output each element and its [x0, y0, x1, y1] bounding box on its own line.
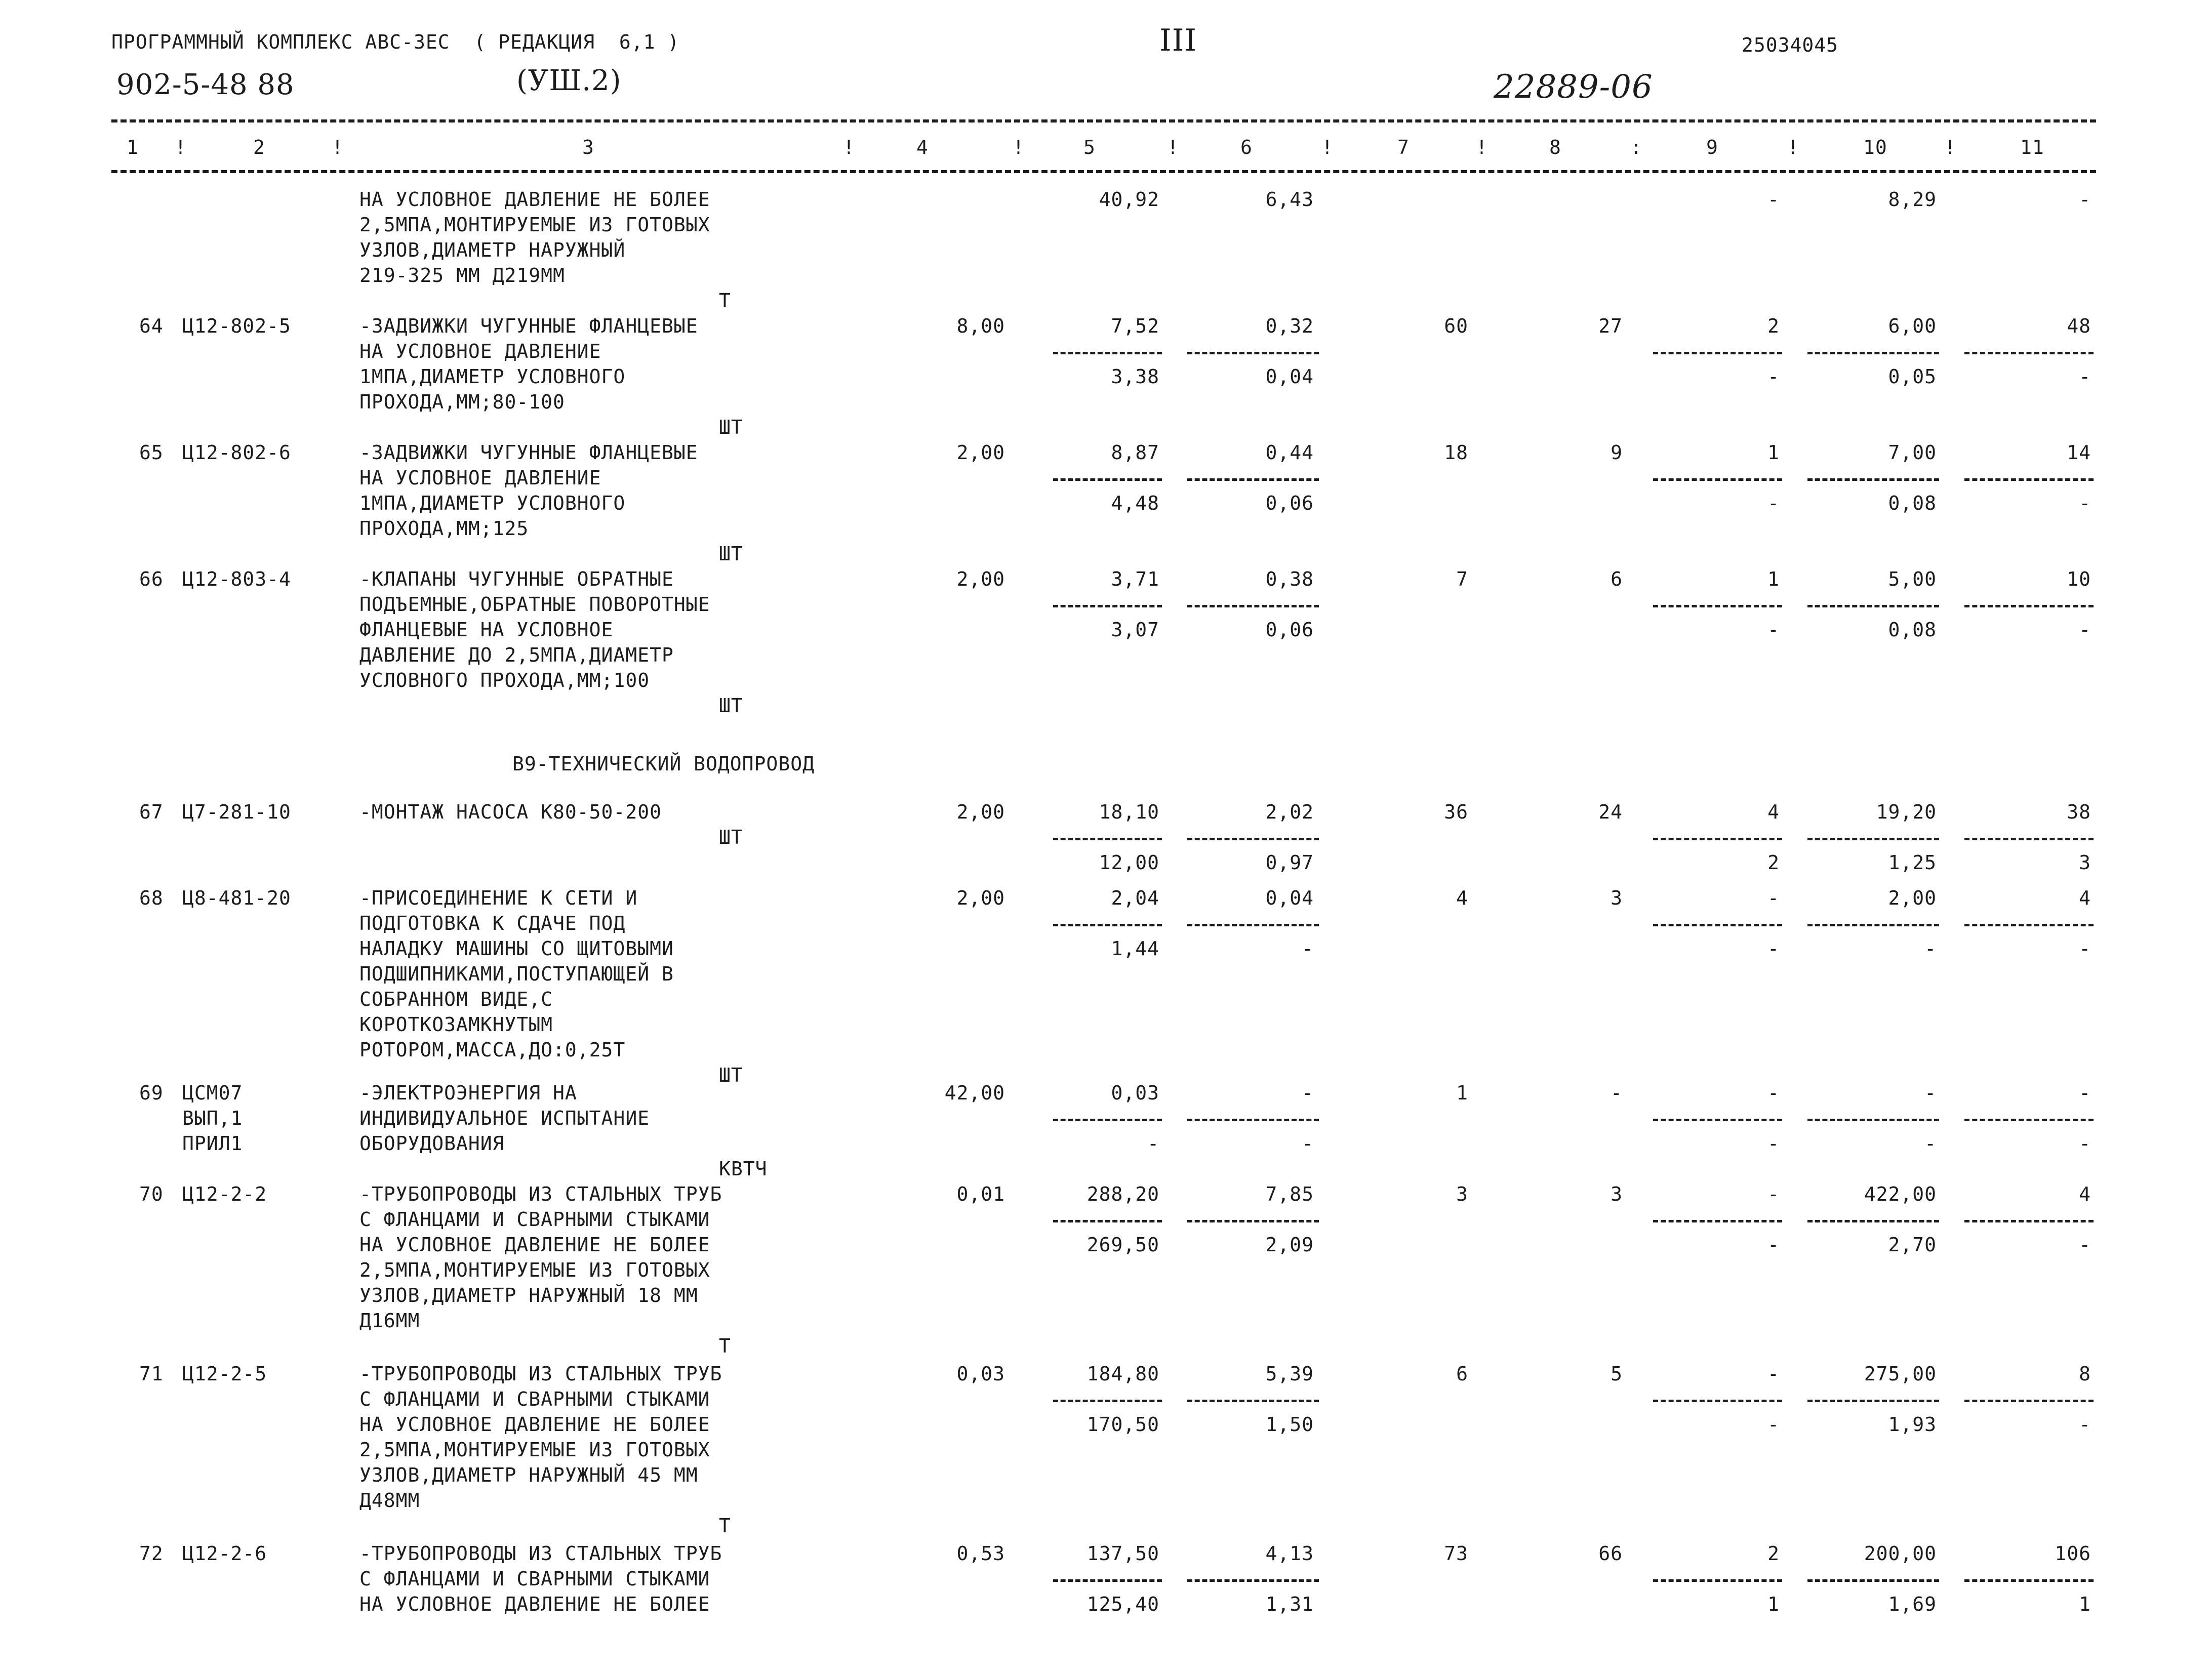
- value-divider: [1807, 1220, 1939, 1222]
- sheet-code: 22889-06: [1494, 68, 1653, 106]
- value-c10b: -: [1924, 937, 1937, 960]
- value-c4: 8,00: [956, 315, 1005, 337]
- value-c10: 8,29: [1888, 188, 1937, 211]
- value-c9b: -: [1767, 365, 1780, 388]
- row-number: 68: [139, 887, 164, 909]
- value-c10: 7,00: [1888, 441, 1937, 464]
- value-c10: 2,00: [1888, 887, 1937, 909]
- row-number: 66: [139, 568, 164, 590]
- work-description-line: -КЛАПАНЫ ЧУГУННЫЕ ОБРАТНЫЕ: [359, 568, 674, 590]
- work-description-line: ПОДГОТОВКА К СДАЧЕ ПОД: [359, 912, 626, 934]
- work-description-line: НА УСЛОВНОЕ ДАВЛЕНИЕ: [359, 467, 601, 489]
- value-c10b: 0,08: [1888, 619, 1937, 641]
- row-number: 70: [139, 1183, 164, 1205]
- column-number-4: 4: [916, 136, 929, 158]
- value-c4: 2,00: [956, 568, 1005, 590]
- work-description-line: 2,5МПА,МОНТИРУЕМЫЕ ИЗ ГОТОВЫХ: [359, 1439, 710, 1461]
- value-c11b: -: [2079, 1413, 2091, 1436]
- unit-of-measure: ШТ: [719, 416, 743, 438]
- work-description-line: Д16ММ: [359, 1310, 420, 1332]
- norm-code-line: ПРИЛ1: [182, 1132, 243, 1155]
- column-number-6: 6: [1240, 136, 1253, 158]
- column-number-1: 1: [127, 136, 139, 158]
- value-c11b: -: [2079, 937, 2091, 960]
- value-c6: -: [1302, 1082, 1314, 1104]
- value-divider: [1807, 478, 1939, 481]
- value-c6b: 1,31: [1265, 1593, 1314, 1615]
- value-c11: -: [2079, 1082, 2091, 1104]
- value-divider: [1807, 924, 1939, 926]
- value-c5b: 3,07: [1111, 619, 1159, 641]
- column-number-3: 3: [582, 136, 594, 158]
- value-c7: 4: [1456, 887, 1468, 909]
- page-roman-number: III: [1159, 23, 1197, 58]
- value-c7: 73: [1444, 1542, 1468, 1565]
- value-c10: -: [1924, 1082, 1937, 1104]
- value-c11: 14: [2067, 441, 2091, 464]
- value-c6: 2,02: [1265, 801, 1314, 823]
- value-c9: -: [1767, 887, 1780, 909]
- work-description-line: УЗЛОВ,ДИАМЕТР НАРУЖНЫЙ: [359, 239, 626, 261]
- column-number-11: 11: [2020, 136, 2044, 158]
- work-description-line: НА УСЛОВНОЕ ДАВЛЕНИЕ НЕ БОЛЕЕ: [359, 1234, 710, 1256]
- work-description-line: ПОДЪЕМНЫЕ,ОБРАТНЫЕ ПОВОРОТНЫЕ: [359, 593, 710, 616]
- header-top-rule: [111, 119, 2096, 123]
- value-c7: 6: [1456, 1363, 1468, 1385]
- value-divider: [1807, 605, 1939, 607]
- value-c10: 422,00: [1864, 1183, 1937, 1205]
- work-description-line: Д48ММ: [359, 1489, 420, 1512]
- value-c6b: -: [1302, 1132, 1314, 1155]
- value-c10b: 0,05: [1888, 365, 1937, 388]
- column-separator: !: [1787, 136, 1799, 158]
- value-divider: [1964, 605, 2094, 607]
- value-c11: 10: [2067, 568, 2091, 590]
- value-divider: [1653, 924, 1782, 926]
- value-divider: [1053, 1400, 1162, 1402]
- value-c7: 3: [1456, 1183, 1468, 1205]
- value-c10: 6,00: [1888, 315, 1937, 337]
- norm-code: Ц12-802-5: [182, 315, 291, 337]
- value-c6: 4,13: [1265, 1542, 1314, 1565]
- value-divider: [1653, 605, 1782, 607]
- value-c9: -: [1767, 1082, 1780, 1104]
- value-divider: [1187, 1579, 1319, 1582]
- work-description-line: ПОДШИПНИКАМИ,ПОСТУПАЮЩЕЙ В: [359, 963, 674, 985]
- value-c7: 1: [1456, 1082, 1468, 1104]
- unit-of-measure: ШТ: [719, 543, 743, 565]
- value-c7: 60: [1444, 315, 1468, 337]
- column-separator: !: [175, 136, 187, 158]
- value-divider: [1807, 1579, 1939, 1582]
- value-c9: 1: [1767, 441, 1780, 464]
- value-c9: -: [1767, 1183, 1780, 1205]
- column-separator: !: [1013, 136, 1025, 158]
- value-c6: 5,39: [1265, 1363, 1314, 1385]
- value-c6b: 0,06: [1265, 492, 1314, 514]
- column-number-5: 5: [1083, 136, 1096, 158]
- work-description-line: С ФЛАНЦАМИ И СВАРНЫМИ СТЫКАМИ: [359, 1568, 710, 1590]
- value-c10b: -: [1924, 1132, 1937, 1155]
- value-c5: 288,20: [1087, 1183, 1159, 1205]
- value-c8: 66: [1598, 1542, 1623, 1565]
- value-c9b: 2: [1767, 851, 1780, 874]
- work-description-line: С ФЛАНЦАМИ И СВАРНЫМИ СТЫКАМИ: [359, 1208, 710, 1231]
- value-c9: 4: [1767, 801, 1780, 823]
- value-divider: [1187, 924, 1319, 926]
- column-separator: !: [1476, 136, 1488, 158]
- value-c10: 5,00: [1888, 568, 1937, 590]
- value-c8: -: [1611, 1082, 1623, 1104]
- unit-of-measure: ШТ: [719, 826, 743, 848]
- work-description-line: СОБРАННОМ ВИДЕ,С: [359, 988, 553, 1010]
- row-number: 65: [139, 441, 164, 464]
- value-divider: [1653, 1220, 1782, 1222]
- value-c8: 5: [1611, 1363, 1623, 1385]
- norm-code-line: ВЫП,1: [182, 1107, 243, 1129]
- value-c9b: -: [1767, 1132, 1780, 1155]
- value-c10b: 1,25: [1888, 851, 1937, 874]
- work-description-line: УСЛОВНОГО ПРОХОДА,ММ;100: [359, 669, 650, 691]
- work-description-line: НА УСЛОВНОЕ ДАВЛЕНИЕ НЕ БОЛЕЕ: [359, 1593, 710, 1615]
- value-c5b: 170,50: [1087, 1413, 1159, 1436]
- value-c11b: -: [2079, 1234, 2091, 1256]
- column-number-8: 8: [1549, 136, 1561, 158]
- column-separator: !: [1944, 136, 1956, 158]
- value-divider: [1187, 838, 1319, 840]
- value-divider: [1653, 352, 1782, 354]
- norm-code: Ц8-481-20: [182, 887, 291, 909]
- work-description-line: 1МПА,ДИАМЕТР УСЛОВНОГО: [359, 365, 626, 388]
- value-c4: 0,53: [956, 1542, 1005, 1565]
- column-number-10: 10: [1863, 136, 1887, 158]
- work-description-line: С ФЛАНЦАМИ И СВАРНЫМИ СТЫКАМИ: [359, 1388, 710, 1410]
- value-divider: [1187, 1400, 1319, 1402]
- value-c5b: 1,44: [1111, 937, 1159, 960]
- value-divider: [1964, 924, 2094, 926]
- row-number: 72: [139, 1542, 164, 1565]
- value-c9b: -: [1767, 937, 1780, 960]
- value-c4: 42,00: [944, 1082, 1005, 1104]
- value-divider: [1053, 1220, 1162, 1222]
- value-c11b: 1: [2079, 1593, 2091, 1615]
- value-c6: 0,38: [1265, 568, 1314, 590]
- value-c5b: 125,40: [1087, 1593, 1159, 1615]
- value-c8: 9: [1611, 441, 1623, 464]
- value-c9b: -: [1767, 619, 1780, 641]
- work-description-line: УЗЛОВ,ДИАМЕТР НАРУЖНЫЙ 45 ММ: [359, 1464, 698, 1486]
- value-c5: 184,80: [1087, 1363, 1159, 1385]
- section-title: В9-ТЕХНИЧЕСКИЙ ВОДОПРОВОД: [512, 753, 815, 775]
- work-description-line: 1МПА,ДИАМЕТР УСЛОВНОГО: [359, 492, 626, 514]
- value-c9b: -: [1767, 1413, 1780, 1436]
- row-number: 67: [139, 801, 164, 823]
- value-divider: [1053, 1119, 1162, 1121]
- unit-of-measure: Т: [719, 1335, 731, 1357]
- value-divider: [1053, 924, 1162, 926]
- value-divider: [1964, 352, 2094, 354]
- value-c6b: 0,97: [1265, 851, 1314, 874]
- value-divider: [1053, 352, 1162, 354]
- value-c5: 2,04: [1111, 887, 1159, 909]
- value-c11b: 3: [2079, 851, 2091, 874]
- value-c10: 19,20: [1876, 801, 1937, 823]
- value-c9b: -: [1767, 492, 1780, 514]
- value-divider: [1807, 1119, 1939, 1121]
- value-c5: 18,10: [1099, 801, 1159, 823]
- column-separator: !: [332, 136, 344, 158]
- value-c5b: -: [1147, 1132, 1159, 1155]
- norm-code: Ц7-281-10: [182, 801, 291, 823]
- value-divider: [1053, 605, 1162, 607]
- work-description-line: ПРОХОДА,ММ;80-100: [359, 391, 565, 413]
- value-divider: [1964, 838, 2094, 840]
- value-divider: [1653, 478, 1782, 481]
- unit-of-measure: Т: [719, 1515, 731, 1537]
- row-number: 69: [139, 1082, 164, 1104]
- value-c11: 4: [2079, 887, 2091, 909]
- value-c4: 2,00: [956, 887, 1005, 909]
- work-description-line: НА УСЛОВНОЕ ДАВЛЕНИЕ: [359, 340, 601, 362]
- norm-code: Ц12-802-6: [182, 441, 291, 464]
- project-number: 902-5-48 88: [116, 68, 295, 101]
- value-c10b: 1,93: [1888, 1413, 1937, 1436]
- value-divider: [1653, 1119, 1782, 1121]
- value-divider: [1653, 1579, 1782, 1582]
- unit-of-measure: ШТ: [719, 1064, 743, 1086]
- column-number-7: 7: [1397, 136, 1410, 158]
- column-number-2: 2: [253, 136, 265, 158]
- work-description-line: НА УСЛОВНОЕ ДАВЛЕНИЕ НЕ БОЛЕЕ: [359, 1413, 710, 1436]
- work-description-line: НА УСЛОВНОЕ ДАВЛЕНИЕ НЕ БОЛЕЕ: [359, 188, 710, 211]
- value-c9: -: [1767, 188, 1780, 211]
- value-c5: 40,92: [1099, 188, 1159, 211]
- value-c6b: -: [1302, 937, 1314, 960]
- value-divider: [1187, 1220, 1319, 1222]
- value-c11: 48: [2067, 315, 2091, 337]
- value-c9: 2: [1767, 315, 1780, 337]
- value-divider: [1053, 478, 1162, 481]
- document-code: 25034045: [1742, 34, 1839, 56]
- value-c5b: 3,38: [1111, 365, 1159, 388]
- value-c11: 4: [2079, 1183, 2091, 1205]
- work-description-line: -ЗАДВИЖКИ ЧУГУННЫЕ ФЛАНЦЕВЫЕ: [359, 441, 698, 464]
- work-description-line: УЗЛОВ,ДИАМЕТР НАРУЖНЫЙ 18 ММ: [359, 1284, 698, 1306]
- work-description-line: -ЭЛЕКТРОЭНЕРГИЯ НА: [359, 1082, 577, 1104]
- value-c9b: -: [1767, 1234, 1780, 1256]
- value-c7: 18: [1444, 441, 1468, 464]
- value-divider: [1964, 1119, 2094, 1121]
- value-divider: [1807, 1400, 1939, 1402]
- row-number: 64: [139, 315, 164, 337]
- norm-code: ЦСМ07: [182, 1082, 243, 1104]
- value-c6: 7,85: [1265, 1183, 1314, 1205]
- norm-code: Ц12-803-4: [182, 568, 291, 590]
- value-c9: -: [1767, 1363, 1780, 1385]
- value-c9b: 1: [1767, 1593, 1780, 1615]
- work-description-line: 219-325 ММ Д219ММ: [359, 264, 565, 287]
- work-description-line: НАЛАДКУ МАШИНЫ СО ЩИТОВЫМИ: [359, 937, 674, 960]
- program-title: ПРОГРАММНЫЙ КОМПЛЕКС АВС-ЗЕС ( РЕДАКЦИЯ 6,1 ): [111, 31, 680, 53]
- unit-of-measure: Т: [719, 290, 731, 312]
- value-c10: 200,00: [1864, 1542, 1937, 1565]
- column-separator: !: [1167, 136, 1179, 158]
- value-c6: 6,43: [1265, 188, 1314, 211]
- value-c6b: 0,06: [1265, 619, 1314, 641]
- work-description-line: ДАВЛЕНИЕ ДО 2,5МПА,ДИАМЕТР: [359, 644, 674, 666]
- value-c10b: 2,70: [1888, 1234, 1937, 1256]
- value-c5: 8,87: [1111, 441, 1159, 464]
- work-description-line: ИНДИВИДУАЛЬНОЕ ИСПЫТАНИЕ: [359, 1107, 650, 1129]
- value-c4: 2,00: [956, 441, 1005, 464]
- work-description-line: -ЗАДВИЖКИ ЧУГУННЫЕ ФЛАНЦЕВЫЕ: [359, 315, 698, 337]
- column-number-9: 9: [1706, 136, 1718, 158]
- value-divider: [1653, 838, 1782, 840]
- value-c8: 3: [1611, 887, 1623, 909]
- value-c9: 1: [1767, 568, 1780, 590]
- row-number: 71: [139, 1363, 164, 1385]
- value-c4: 2,00: [956, 801, 1005, 823]
- work-description-line: -ТРУБОПРОВОДЫ ИЗ СТАЛЬНЫХ ТРУБ: [359, 1542, 722, 1565]
- value-c8: 24: [1598, 801, 1623, 823]
- header-bottom-rule: [111, 170, 2096, 173]
- value-divider: [1807, 352, 1939, 354]
- value-c8: 6: [1611, 568, 1623, 590]
- value-divider: [1053, 838, 1162, 840]
- work-description-line: -ТРУБОПРОВОДЫ ИЗ СТАЛЬНЫХ ТРУБ: [359, 1183, 722, 1205]
- value-c7: 7: [1456, 568, 1468, 590]
- unit-of-measure: ШТ: [719, 695, 743, 717]
- value-c6b: 2,09: [1265, 1234, 1314, 1256]
- work-description-line: КОРОТКОЗАМКНУТЫМ: [359, 1013, 553, 1036]
- value-c11: 8: [2079, 1363, 2091, 1385]
- value-c7: 36: [1444, 801, 1468, 823]
- value-c8: 3: [1611, 1183, 1623, 1205]
- value-c5: 0,03: [1111, 1082, 1159, 1104]
- value-c5b: 12,00: [1099, 851, 1159, 874]
- norm-code: Ц12-2-2: [182, 1183, 267, 1205]
- value-c10: 275,00: [1864, 1363, 1937, 1385]
- value-c6b: 1,50: [1265, 1413, 1314, 1436]
- value-divider: [1187, 352, 1319, 354]
- value-c6: 0,32: [1265, 315, 1314, 337]
- volume-label: (УШ.2): [516, 64, 622, 97]
- value-divider: [1964, 478, 2094, 481]
- value-divider: [1964, 1579, 2094, 1582]
- value-c11: 106: [2055, 1542, 2091, 1565]
- value-divider: [1187, 478, 1319, 481]
- value-c11: 38: [2067, 801, 2091, 823]
- value-c11b: -: [2079, 1132, 2091, 1155]
- value-c10b: 1,69: [1888, 1593, 1937, 1615]
- work-description-line: ПРОХОДА,ММ;125: [359, 517, 529, 540]
- value-divider: [1964, 1400, 2094, 1402]
- value-c5: 137,50: [1087, 1542, 1159, 1565]
- value-c4: 0,03: [956, 1363, 1005, 1385]
- unit-of-measure: КВТЧ: [719, 1158, 768, 1180]
- value-c11b: -: [2079, 619, 2091, 641]
- value-c9: 2: [1767, 1542, 1780, 1565]
- work-description-line: ОБОРУДОВАНИЯ: [359, 1132, 505, 1155]
- value-c6: 0,04: [1265, 887, 1314, 909]
- work-description-line: ФЛАНЦЕВЫЕ НА УСЛОВНОЕ: [359, 619, 614, 641]
- value-c5b: 269,50: [1087, 1234, 1159, 1256]
- value-c8: 27: [1598, 315, 1623, 337]
- work-description-line: 2,5МПА,МОНТИРУЕМЫЕ ИЗ ГОТОВЫХ: [359, 1259, 710, 1281]
- value-c6: 0,44: [1265, 441, 1314, 464]
- work-description-line: -ТРУБОПРОВОДЫ ИЗ СТАЛЬНЫХ ТРУБ: [359, 1363, 722, 1385]
- work-description-line: -МОНТАЖ НАСОСА К80-50-200: [359, 801, 662, 823]
- column-separator: !: [843, 136, 855, 158]
- column-separator: !: [1321, 136, 1334, 158]
- norm-code: Ц12-2-6: [182, 1542, 267, 1565]
- value-c11b: -: [2079, 365, 2091, 388]
- value-c5: 7,52: [1111, 315, 1159, 337]
- value-c11: -: [2079, 188, 2091, 211]
- value-divider: [1187, 1119, 1319, 1121]
- work-description-line: 2,5МПА,МОНТИРУЕМЫЕ ИЗ ГОТОВЫХ: [359, 214, 710, 236]
- value-c10b: 0,08: [1888, 492, 1937, 514]
- norm-code: Ц12-2-5: [182, 1363, 267, 1385]
- work-description-line: РОТОРОМ,МАССА,ДО:0,25Т: [359, 1039, 626, 1061]
- value-c5b: 4,48: [1111, 492, 1159, 514]
- value-c6b: 0,04: [1265, 365, 1314, 388]
- value-c5: 3,71: [1111, 568, 1159, 590]
- work-description-line: -ПРИСОЕДИНЕНИЕ К СЕТИ И: [359, 887, 638, 909]
- value-c11b: -: [2079, 492, 2091, 514]
- column-separator: :: [1630, 136, 1642, 158]
- value-c4: 0,01: [956, 1183, 1005, 1205]
- value-divider: [1053, 1579, 1162, 1582]
- value-divider: [1964, 1220, 2094, 1222]
- value-divider: [1187, 605, 1319, 607]
- value-divider: [1653, 1400, 1782, 1402]
- value-divider: [1807, 838, 1939, 840]
